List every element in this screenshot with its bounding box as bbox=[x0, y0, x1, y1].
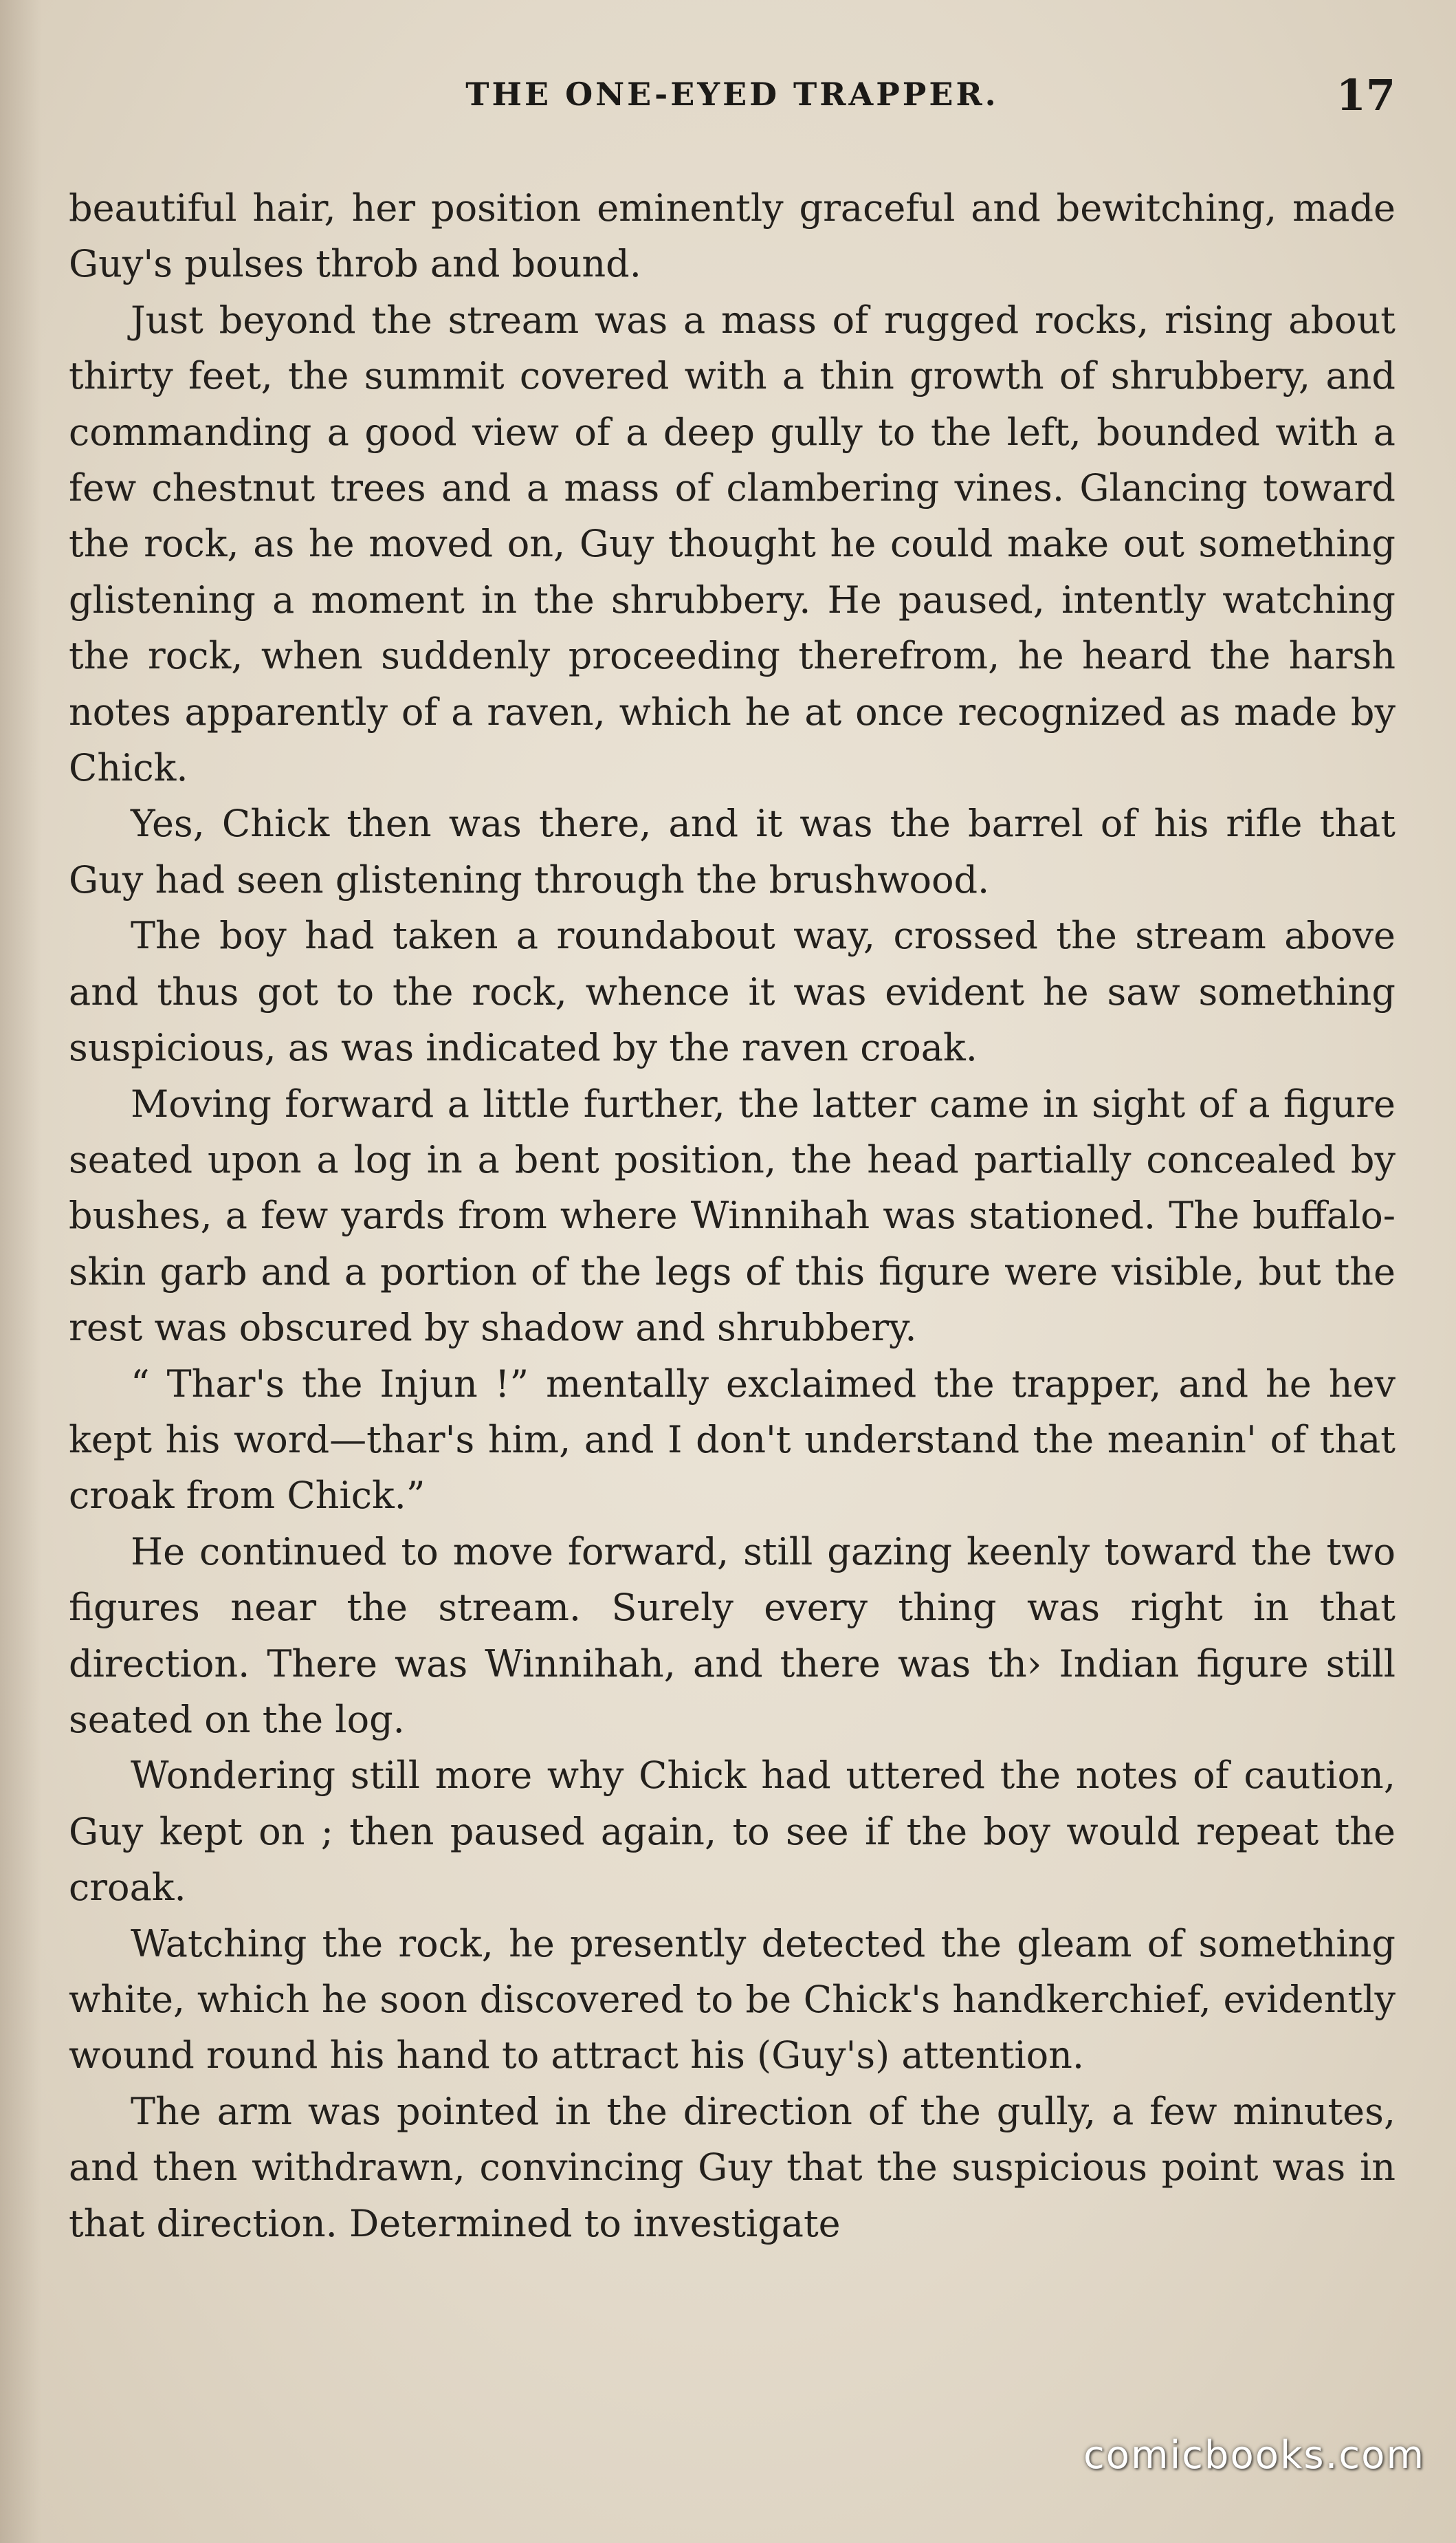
paragraph: He continued to move forward, still gazing keenly toward the two figures near the stream. Surely every thing was right in that direction. There was Winnihah, and there was th› Indian figure still seated on the log. bbox=[69, 1529, 1396, 1741]
running-head: THE ONE-EYED TRAPPER. bbox=[465, 76, 999, 113]
paragraph: “ Thar's the Injun !” mentally exclaimed the trapper, and he hev kept his word—thar's him, and I don't understand the meanin' of that croak from Chick.” bbox=[69, 1362, 1396, 1518]
paragraph: beautiful hair, her position eminently graceful and bewitching, made Guy's pulses throb and bound. bbox=[69, 186, 1396, 286]
body-text bbox=[69, 180, 1396, 2251]
watermark: comicbooks.com bbox=[1083, 2433, 1425, 2478]
paragraph: The boy had taken a roundabout way, crossed the stream above and thus got to the rock, whence it was evident he saw something suspicious, as was indicated by the raven croak. bbox=[69, 914, 1396, 1070]
page-header bbox=[69, 70, 1396, 131]
paragraph: Watching the rock, he presently detected the gleam of something white, which he soon discovered to be Chick's handkerchief, evidently wound round his hand to attract his (Guy's) attention. bbox=[69, 1921, 1396, 2077]
page-number: 17 bbox=[1336, 70, 1396, 120]
paragraph: Just beyond the stream was a mass of rugged rocks, rising about thirty feet, the summit covered with a thin growth of shrubbery, and commanding a good view of a deep gully to the left, bounded with a few chestnut trees and a mass of clambering vines. Glancing toward the rock, as he moved on, Guy thought he could make out something glistening a moment in the shrubbery. He paused, intently watching the rock, when suddenly proceeding therefrom, he heard the harsh notes apparently of a raven, which he at once recognized as made by Chick. bbox=[69, 298, 1396, 790]
paragraph: The arm was pointed in the direction of the gully, a few minutes, and then withdrawn, convincing Guy that the suspicious point was in that direction. Determined to investigate bbox=[69, 2089, 1396, 2245]
page-gutter-shadow bbox=[0, 0, 41, 2543]
paragraph: Yes, Chick then was there, and it was the barrel of his rifle that Guy had seen glistening through the brushwood. bbox=[69, 802, 1396, 902]
paragraph: Moving forward a little further, the latter came in sight of a figure seated upon a log in a bent position, the head partially concealed by bushes, a few yards from where Winnihah was stationed. The buffalo-skin garb and a portion of the legs of this figure were visible, but the rest was obscured by shadow and shrubbery. bbox=[69, 1082, 1396, 1350]
paragraph: Wondering still more why Chick had uttered the notes of caution, Guy kept on ; then paused again, to see if the boy would repeat the croak. bbox=[69, 1754, 1396, 1910]
